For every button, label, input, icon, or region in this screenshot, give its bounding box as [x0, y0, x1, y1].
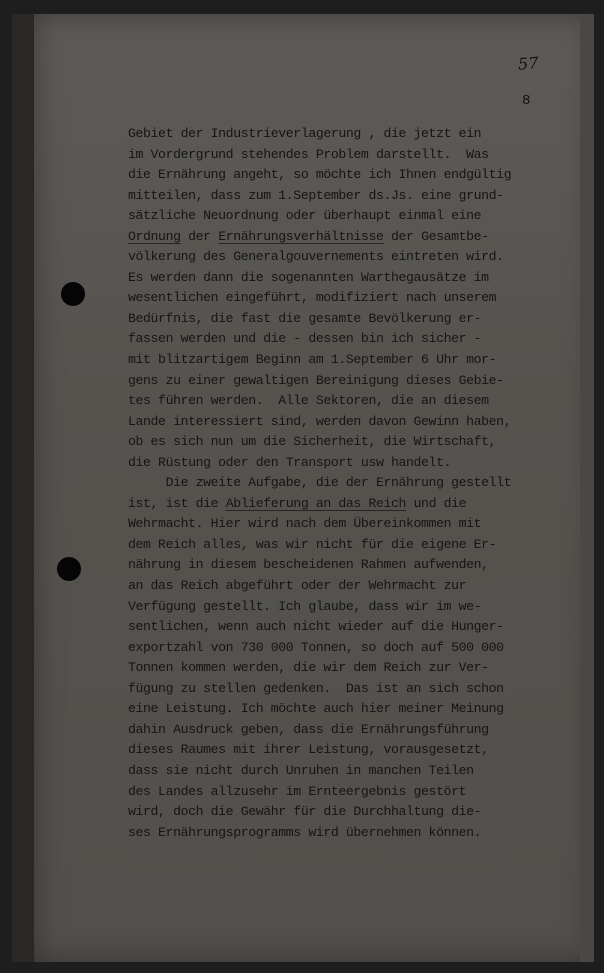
text-line: [128, 227, 588, 248]
text-run: sätzliche Neuordnung oder überhaupt einmal eine: [128, 208, 482, 224]
folio-number: 57: [517, 53, 539, 74]
text-run: wesentlichen eingeführt, modifiziert nach unserem: [128, 290, 497, 306]
underlined-text: Ordnung: [128, 228, 181, 244]
text-line: [128, 206, 588, 227]
text-run: ob es sich nun um die Sicherheit, die Wirtschaft,: [128, 434, 497, 450]
text-run: dem Reich alles, was wir nicht für die eigene Er-: [128, 536, 497, 552]
text-run: die Ernährung angeht, so möchte ich Ihnen endgültig: [128, 167, 512, 183]
text-run: mitteilen, dass zum 1.September ds.Js. eine grund-: [128, 187, 504, 203]
typewritten-body: [128, 124, 588, 843]
underlined-text: Ablieferung an das Reich: [225, 495, 407, 511]
text-line: [128, 288, 588, 309]
text-line: [128, 494, 588, 515]
text-line: [128, 124, 588, 145]
text-run: dass sie nicht durch Unruhen in manchen Teilen: [128, 762, 474, 778]
text-line: [128, 432, 588, 453]
text-run: wird, doch die Gewähr für die Durchhaltung die-: [128, 804, 482, 820]
underlined-text: Ernährungsverhältnisse: [218, 228, 384, 244]
text-run: an das Reich abgeführt oder der Wehrmacht zur: [128, 578, 467, 594]
text-run: Tonnen kommen werden, die wir dem Reich zur Ver-: [128, 660, 489, 676]
text-run: und die: [406, 495, 467, 511]
text-line: [128, 823, 588, 844]
text-line: [128, 329, 588, 350]
text-run: im Vordergrund stehendes Problem darstellt. Was: [128, 146, 489, 162]
text-run: sentlichen, wenn auch nicht wieder auf die Hunger-: [128, 619, 504, 635]
page-number: 8: [522, 93, 531, 109]
text-run: dahin Ausdruck geben, dass die Ernährungsführung: [128, 721, 489, 737]
text-run: gens zu einer gewaltigen Bereinigung dieses Gebie-: [128, 372, 504, 388]
text-run: nährung in diesem bescheidenen Rahmen aufwenden,: [128, 557, 489, 573]
text-run: dieses Raumes mit ihrer Leistung, vorausgesetzt,: [128, 742, 489, 758]
text-run: tes führen werden. Alle Sektoren, die an diesem: [128, 393, 489, 409]
text-line: [128, 720, 588, 741]
text-line: [128, 309, 588, 330]
text-line: [128, 514, 588, 535]
text-run: des Landes allzusehr im Ernteergebnis gestört: [128, 783, 467, 799]
text-line: [128, 658, 588, 679]
text-line: [128, 597, 588, 618]
text-run: Die zweite Aufgabe, die der Ernährung gestellt: [128, 475, 512, 491]
text-run: der Gesamtbe-: [383, 228, 489, 244]
text-run: fassen werden und die - dessen bin ich sicher -: [128, 331, 482, 347]
text-line: [128, 679, 588, 700]
text-line: [128, 350, 588, 371]
left-binding-strip: [12, 14, 34, 962]
text-run: Gebiet der Industrieverlagerung , die jetzt ein: [128, 126, 482, 141]
text-line: [128, 371, 588, 392]
text-run: völkerung des Generalgouvernements eintreten wird.: [128, 249, 504, 265]
text-run: ses Ernährungsprogramms wird übernehmen können.: [128, 824, 482, 840]
text-run: exportzahl von 730 000 Tonnen, so doch auf 500 000: [128, 639, 504, 655]
text-run: der: [180, 228, 219, 244]
punch-hole-top: [61, 282, 85, 306]
text-run: die Rüstung oder den Transport usw handelt.: [128, 454, 452, 470]
text-line: [128, 699, 588, 720]
text-line: [128, 761, 588, 782]
text-line: [128, 186, 588, 207]
text-line: [128, 576, 588, 597]
text-line: [128, 412, 588, 433]
text-run: Bedürfnis, die fast die gesamte Bevölkerung er-: [128, 310, 482, 326]
text-run: Es werden dann die sogenannten Warthegausätze im: [128, 269, 489, 285]
text-line: [128, 535, 588, 556]
text-line: [128, 740, 588, 761]
text-line: [128, 247, 588, 268]
text-line: [128, 782, 588, 803]
text-line: [128, 268, 588, 289]
text-line: [128, 473, 588, 494]
text-run: fügung zu stellen gedenken. Das ist an sich schon: [128, 680, 504, 696]
text-line: [128, 555, 588, 576]
text-run: eine Leistung. Ich möchte auch hier meiner Meinung: [128, 701, 504, 717]
punch-hole-bottom: [57, 557, 81, 581]
text-line: [128, 453, 588, 474]
text-run: Wehrmacht. Hier wird nach dem Übereinkommen mit: [128, 516, 482, 532]
text-run: Lande interessiert sind, werden davon Gewinn haben,: [128, 413, 512, 429]
paragraph-1: [128, 124, 588, 473]
paragraph-2: [128, 473, 588, 843]
text-run: mit blitzartigem Beginn am 1.September 6 Uhr mor-: [128, 352, 497, 368]
text-line: [128, 165, 588, 186]
text-line: [128, 617, 588, 638]
text-run: ist, ist die: [128, 495, 226, 511]
text-line: [128, 638, 588, 659]
text-line: [128, 802, 588, 823]
text-line: [128, 145, 588, 166]
text-run: Verfügung gestellt. Ich glaube, dass wir im we-: [128, 598, 482, 614]
text-line: [128, 391, 588, 412]
